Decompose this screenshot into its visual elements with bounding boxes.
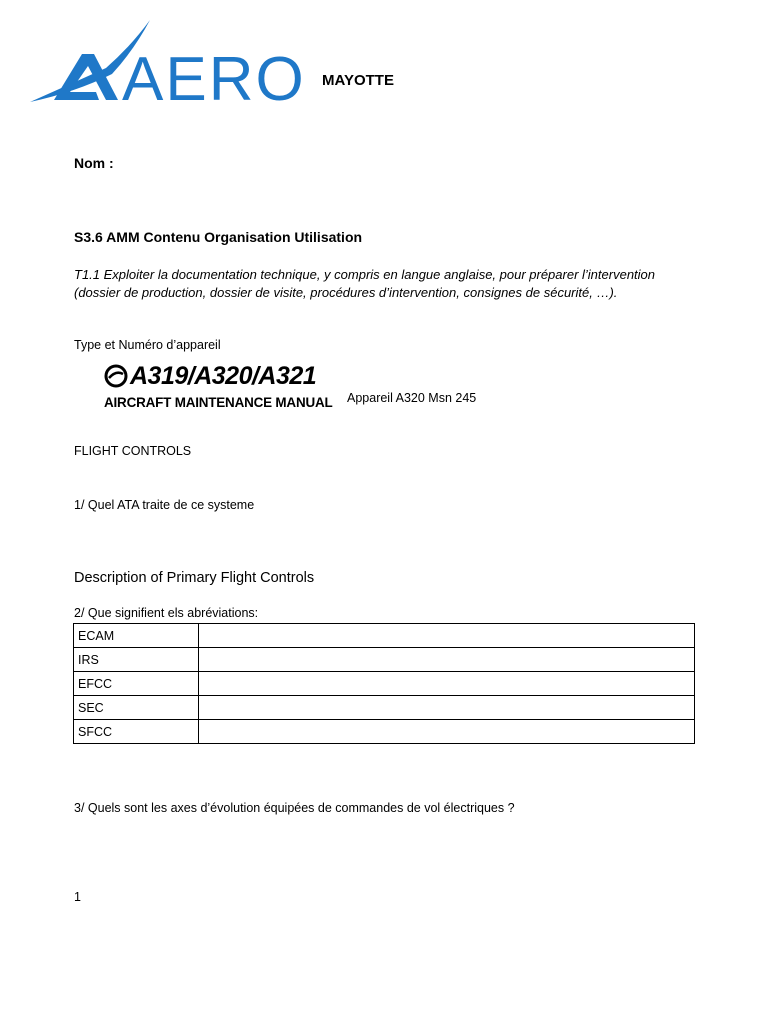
appareil-label: Appareil A320 Msn 245 xyxy=(347,391,477,405)
table-row xyxy=(74,696,695,720)
table-row xyxy=(74,648,695,672)
aircraft-type-label: Type et Numéro d’appareil xyxy=(74,338,221,352)
topic-heading: FLIGHT CONTROLS xyxy=(74,444,192,458)
table-row xyxy=(74,720,695,744)
table-row xyxy=(74,624,695,648)
table-row xyxy=(74,672,695,696)
description-heading: Description of Primary Flight Controls xyxy=(74,570,315,586)
aero-logo xyxy=(26,16,316,114)
question-3: 3/ Quels sont les axes d’évolution équipées de commandes de vol électriques ? xyxy=(74,801,515,815)
abbreviation-cell: IRS xyxy=(74,648,199,672)
page-number: 1 xyxy=(74,890,81,904)
abbreviation-cell: ECAM xyxy=(74,624,199,648)
abbreviation-cell: SFCC xyxy=(74,720,199,744)
answer-cell[interactable] xyxy=(199,624,695,648)
answer-cell[interactable] xyxy=(199,672,695,696)
logo-text: AERO xyxy=(122,45,306,114)
abbreviation-cell: EFCC xyxy=(74,672,199,696)
name-label: Nom : xyxy=(74,155,114,171)
answer-cell[interactable] xyxy=(199,648,695,672)
abbreviation-cell: SEC xyxy=(74,696,199,720)
abbreviations-table xyxy=(73,623,695,744)
airbus-badge-icon xyxy=(104,364,128,388)
location-label: MAYOTTE xyxy=(322,72,394,89)
section-title: S3.6 AMM Contenu Organisation Utilisation xyxy=(74,229,363,245)
question-2: 2/ Que signifient els abréviations: xyxy=(74,606,259,620)
answer-cell[interactable] xyxy=(199,720,695,744)
question-1: 1/ Quel ATA traite de ce systeme xyxy=(74,498,255,512)
aircraft-models-text: A319/A320/A321 xyxy=(130,362,317,390)
objective-text: T1.1 Exploiter la documentation technique, y compris en langue anglaise, pour préparer l’intervention (dossier de production, dossier de visite, procédures d’intervention, consignes de sécurité, …). xyxy=(74,267,656,300)
answer-cell[interactable] xyxy=(199,696,695,720)
aircraft-models xyxy=(104,362,316,390)
manual-title: AIRCRAFT MAINTENANCE MANUAL xyxy=(104,394,333,410)
